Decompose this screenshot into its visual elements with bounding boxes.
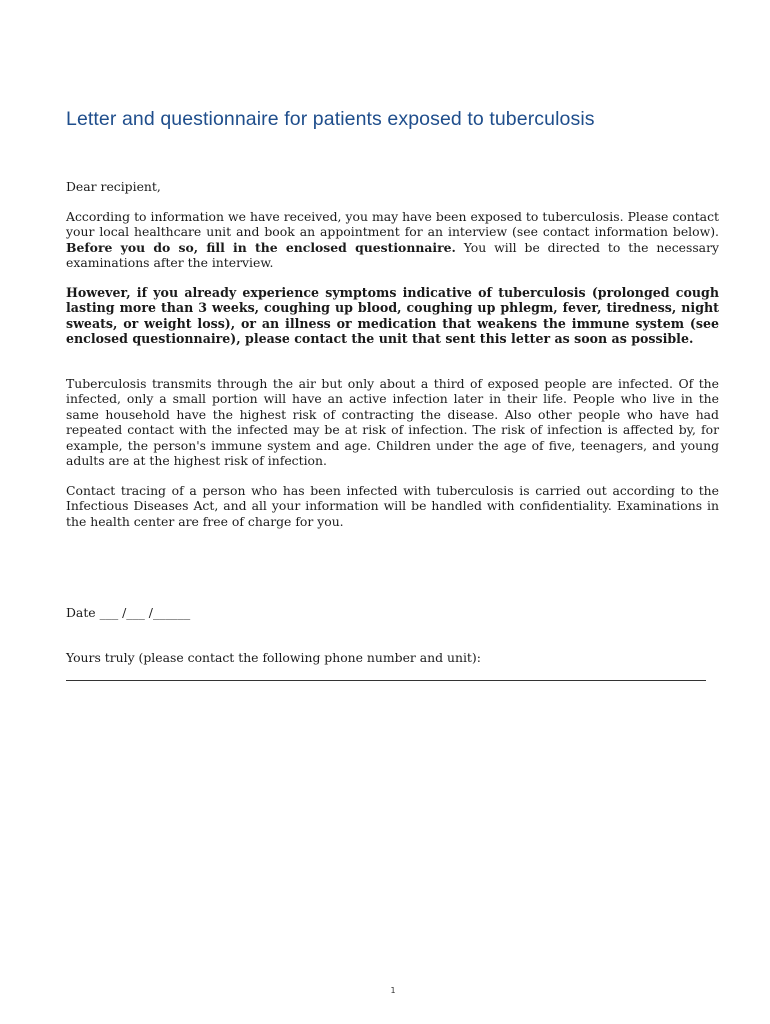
- paragraph-symptoms-warning: However, if you already experience symptoms indicative of tuberculosis (prolonged cough lasting more than 3 weeks, coughing up blood, coughing up phlegm, fever, tiredness, night sweats, or weight loss), or an illness or medication that weakens the immune system (see enclosed questionnaire), please contact the unit that sent this letter as soon as possible.: [66, 285, 719, 347]
- page-number: 1: [390, 986, 396, 995]
- paragraph-contact-instructions: [66, 209, 719, 271]
- document-title: Letter and questionnaire for patients exposed to tuberculosis: [66, 108, 595, 130]
- closing-line: Yours truly (please contact the following phone number and unit):: [66, 650, 481, 665]
- paragraph-text: According to information we have received, you may have been exposed to tuberculosis. Please contact your local healthcare unit and book an appointment for an interview (see contact information below).: [66, 209, 719, 240]
- questionnaire-instruction: Before you do so, fill in the enclosed questionnaire.: [66, 239, 456, 255]
- paragraph-contact-tracing: Contact tracing of a person who has been infected with tuberculosis is carried out according to the Infectious Diseases Act, and all your information will be handled with confidentiality. Examinations in the health center are free of charge for you.: [66, 483, 719, 529]
- paragraph-text: You will be directed to the necessary examinations after the interview.: [66, 239, 719, 271]
- contact-info-line: [66, 680, 706, 681]
- paragraph-transmission-info: Tuberculosis transmits through the air but only about a third of exposed people are infected. Of the infected, only a small portion will have an active infection later in their life. People who live in the same household have the highest risk of contracting the disease. Also other people who have had repeated contact with the infected may be at risk of infection. The risk of infection is affected by, for example, the person's immune system and age. Children under the age of five, teenagers, and young adults are at the highest risk of infection.: [66, 376, 719, 469]
- date-field: Date ___ /___ /______: [66, 605, 191, 620]
- greeting: Dear recipient,: [66, 179, 161, 194]
